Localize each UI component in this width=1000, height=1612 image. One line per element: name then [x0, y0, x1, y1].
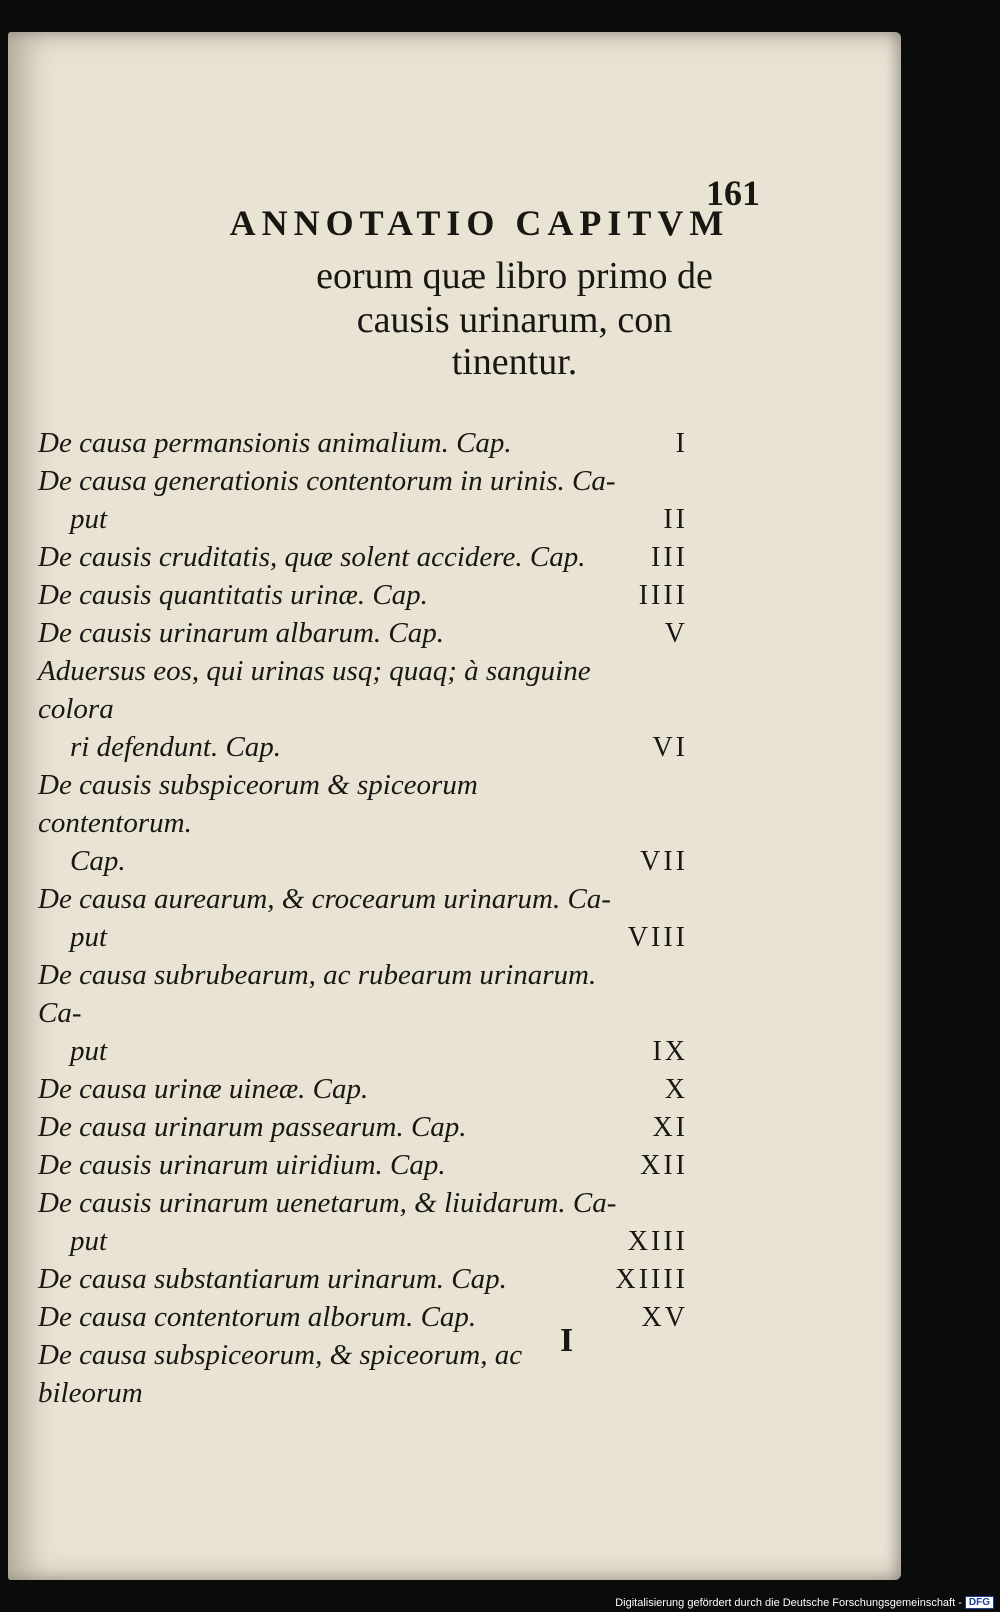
- entry-text: De causis urinarum uenetarum, & liuidarum. Ca-: [38, 1187, 617, 1219]
- entry-text: De causa subrubearum, ac rubearum urinarum. Ca-: [38, 959, 597, 1029]
- toc-entry: [38, 880, 688, 956]
- entry-text: De causa urinæ uineæ. Cap.: [38, 1073, 369, 1105]
- dfg-logo: DFG: [965, 1596, 994, 1609]
- chapter-number: XV: [641, 1302, 688, 1333]
- chapter-number: VII: [640, 846, 688, 877]
- folio-number: 161: [706, 173, 760, 213]
- entry-continuation: ri defendunt. Cap.: [70, 731, 282, 763]
- chapter-number: I: [675, 428, 688, 459]
- entry-continuation: put: [70, 1035, 108, 1067]
- entry-continuation: put: [70, 1225, 108, 1257]
- toc-entry: [38, 956, 688, 1070]
- title-line-4: tinentur.: [451, 341, 578, 383]
- entry-continuation: put: [70, 503, 108, 535]
- entry-text: De causa generationis contentorum in urinis. Ca-: [38, 465, 616, 497]
- toc-entry: [38, 766, 688, 880]
- toc-entry: [38, 576, 688, 614]
- entry-text: De causa permansionis animalium. Cap.: [38, 427, 512, 459]
- entry-text: De causa subspiceorum, & spiceorum, ac bileorum: [38, 1339, 523, 1409]
- toc-entry: [38, 462, 688, 538]
- chapter-number: VI: [652, 732, 688, 763]
- toc-entry: [38, 652, 688, 766]
- toc-entry: [38, 1336, 688, 1412]
- catchword: I: [560, 1322, 574, 1359]
- chapter-number: X: [664, 1074, 688, 1105]
- chapter-number: XIIII: [615, 1264, 688, 1295]
- entry-text: De causa urinarum passearum. Cap.: [38, 1111, 467, 1143]
- footer-text: Digitalisierung gefördert durch die Deutsche Forschungsgemeinschaft -: [615, 1596, 962, 1609]
- chapter-number: II: [663, 504, 688, 535]
- chapter-number: V: [664, 618, 688, 649]
- chapter-number: XIII: [627, 1226, 688, 1257]
- entry-text: De causa contentorum alborum. Cap.: [38, 1301, 477, 1333]
- toc-entry: [38, 538, 688, 576]
- title-line-3: causis urinarum, con: [356, 299, 673, 341]
- entry-text: De causis urinarum albarum. Cap.: [38, 617, 445, 649]
- entry-continuation: Cap.: [70, 845, 126, 877]
- chapter-number: VIII: [627, 922, 688, 953]
- entry-text: De causa substantiarum urinarum. Cap.: [38, 1263, 507, 1295]
- title-line-1: ANNOTATIO CAPITVM: [229, 203, 730, 243]
- entry-text: Aduersus eos, qui urinas usq; quaq; à sanguine colora: [38, 655, 591, 725]
- toc-entry: [38, 1184, 688, 1260]
- chapter-number: XI: [652, 1112, 688, 1143]
- book-page: [8, 32, 901, 1580]
- toc-entry: [38, 1298, 688, 1336]
- title-line-2: eorum quæ libro primo de: [316, 255, 713, 297]
- entry-text: De causa aurearum, & crocearum urinarum. Ca-: [38, 883, 611, 915]
- entry-text: De causis quantitatis urinæ. Cap.: [38, 579, 428, 611]
- entry-text: De causis cruditatis, quæ solent accidere. Cap.: [38, 541, 586, 573]
- entry-text: De causis urinarum uiridium. Cap.: [38, 1149, 446, 1181]
- toc-entry: [38, 1108, 688, 1146]
- toc-entry: [38, 614, 688, 652]
- toc-entry: [38, 1146, 688, 1184]
- toc-entry: [38, 1260, 688, 1298]
- entry-text: De causis subspiceorum & spiceorum contentorum.: [38, 769, 478, 839]
- toc-entry: [38, 424, 688, 462]
- chapter-number: XII: [640, 1150, 688, 1181]
- toc-entry: [38, 1070, 688, 1108]
- table-of-contents: [38, 424, 688, 1412]
- chapter-number: III: [651, 542, 688, 573]
- chapter-number: IX: [652, 1036, 688, 1067]
- chapter-number: IIII: [638, 580, 688, 611]
- digitization-footer: [615, 1596, 994, 1609]
- entry-continuation: put: [70, 921, 108, 953]
